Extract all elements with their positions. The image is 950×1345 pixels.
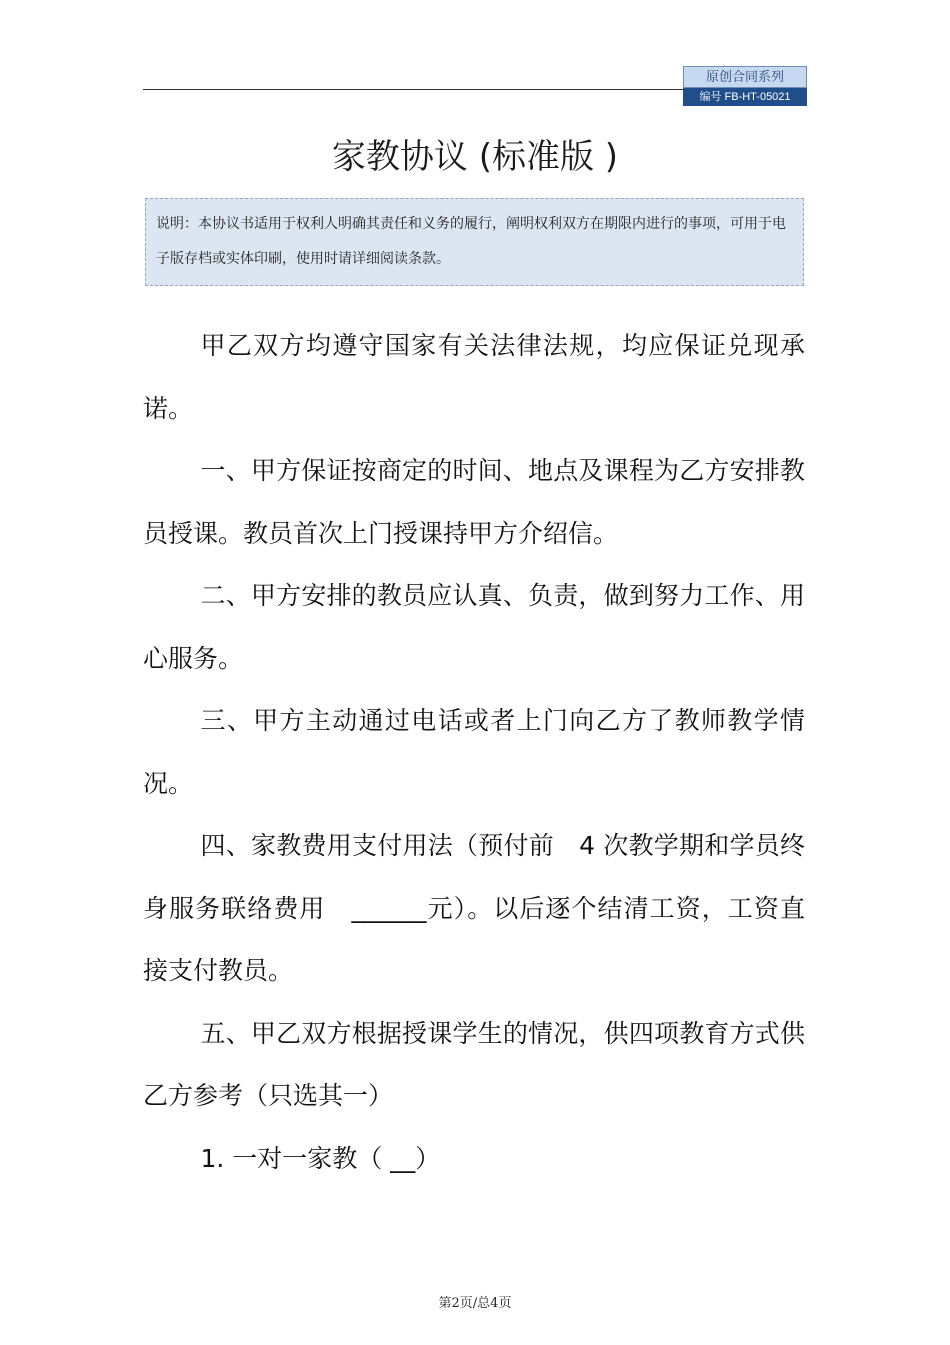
paragraph-option-1: 1. 一对一家教（ __） (200, 1143, 441, 1173)
paragraph-clause-1: 一、甲方保证按商定的时间、地点及课程为乙方安排教员授课。教员首次上门授课持甲方介绍信。 (143, 456, 805, 548)
series-label: 原创合同系列 (683, 66, 807, 88)
note-text: 说明：本协议书适用于权利人明确其责任和义务的履行，阐明权利双方在期限内进行的事项，可用于电子版存档或实体印刷，使用时请详细阅读条款。 (156, 216, 786, 267)
document-body (143, 315, 805, 1190)
paragraph-clause-4: 四、家教费用支付用法（预付前 4 次教学期和学员终身服务联络费用 ______元）。以后逐个结清工资，工资直接支付教员。 (143, 831, 805, 985)
paragraph-clause-3: 三、甲方主动通过电话或者上门向乙方了教师教学情况。 (143, 706, 805, 798)
series-badge (683, 66, 807, 106)
document-code: 编号 FB-HT-05021 (683, 88, 807, 106)
note-box (145, 198, 804, 286)
header-rule (143, 89, 683, 90)
page-indicator: 第2页/总4页 (438, 1296, 512, 1311)
paragraph-clause-2: 二、甲方安排的教员应认真、负责，做到努力工作、用心服务。 (143, 581, 805, 673)
paragraph-clause-5: 五、甲乙双方根据授课学生的情况，供四项教育方式供乙方参考（只选其一） (143, 1018, 805, 1110)
paragraph-intro: 甲乙双方均遵守国家有关法律法规，均应保证兑现承诺。 (143, 331, 805, 423)
document-title: 家教协议 (标准版 ) (331, 137, 619, 177)
